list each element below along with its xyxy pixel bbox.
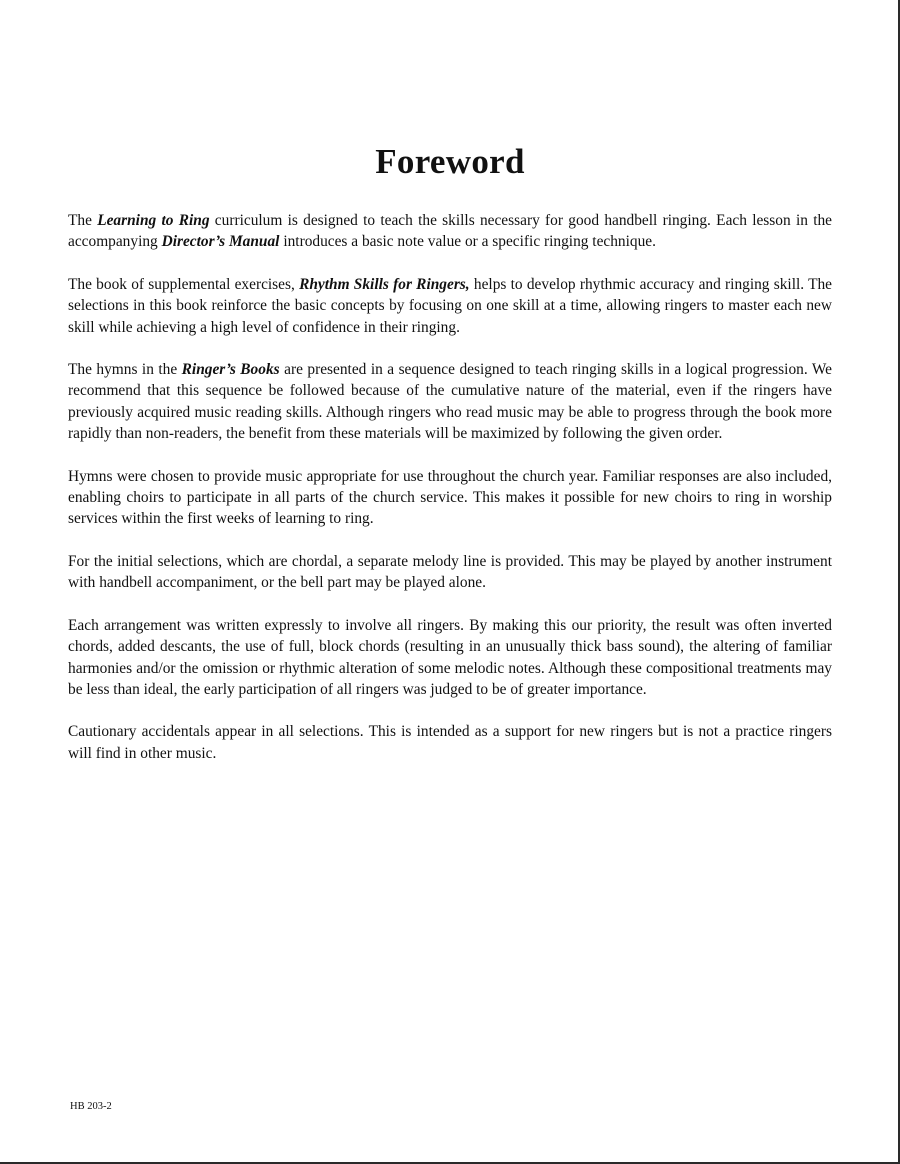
paragraph-initial-selections	[68, 551, 832, 594]
paragraph-hymns	[68, 466, 832, 530]
paragraph-arrangements	[68, 615, 832, 701]
paragraph-text: curriculum is designed to teach the skills necessary for good handbell ringing. Each lesson in the accompanying	[68, 212, 832, 251]
paragraph-text: introduces a basic note value or a specific ringing technique.	[279, 233, 656, 251]
foreword-body	[68, 210, 832, 785]
paragraph-text: For the initial selections, which are chordal, a separate melody line is provided. This may be played by another instrument with handbell accompaniment, or the bell part may be played alone.	[68, 552, 832, 592]
paragraph-accidentals	[68, 721, 832, 764]
paragraph-text: The	[68, 212, 98, 229]
book-title-directors-manual: Director’s Manual	[161, 233, 280, 251]
book-title-ringers-books: Ringer’s Books	[181, 361, 280, 379]
paragraph-text: Hymns were chosen to provide music appropriate for use throughout the church year. Familiar responses are also included, enabling choirs to participate in all parts of the church service. This makes it possible for new choirs to ring in worship services within the first weeks of learning to ring.	[68, 467, 832, 528]
page-code: HB 203-2	[70, 1101, 112, 1112]
paragraph-curriculum	[68, 210, 832, 253]
paragraph-text: The book of supplemental exercises,	[68, 275, 300, 293]
paragraph-text: The hymns in the	[68, 361, 182, 379]
paragraph-text: Cautionary accidentals appear in all selections. This is intended as a support for new ringers but is not a practice ringers will find in other music.	[68, 723, 832, 762]
paragraph-text: are presented in a sequence designed to teach ringing skills in a logical progression. We recommend that this sequence be followed because of the cumulative nature of the material, even if the ringers have previously acquired music reading skills. Although ringers who read music may be able to progress through the book more rapidly than non-readers, the benefit from these materials will be maximized by following the given order.	[68, 361, 832, 443]
paragraph-text: helps to develop rhythmic accuracy and ringing skill. The selections in this book reinforce the basic concepts by focusing on one skill at a time, allowing ringers to master each new skill while achieving a high level of confidence in their ringing.	[68, 275, 833, 336]
book-title-rhythm-skills: Rhythm Skills for Ringers,	[299, 275, 470, 293]
paragraph-text: Each arrangement was written expressly to involve all ringers. By making this our priority, the result was often inverted chords, added descants, the use of full, block chords (resulting in an unusually thick bass sound), the altering of familiar harmonies and/or the omission or rhythmic alteration of some melodic notes. Although these compositional treatments may be less than ideal, the early participation of all ringers was judged to be of greater importance.	[68, 616, 832, 698]
paragraph-rhythm-skills	[68, 274, 832, 338]
book-title-learning-to-ring: Learning to Ring	[97, 212, 210, 229]
page-title: Foreword	[375, 142, 525, 181]
paragraph-ringers-books	[68, 359, 832, 445]
